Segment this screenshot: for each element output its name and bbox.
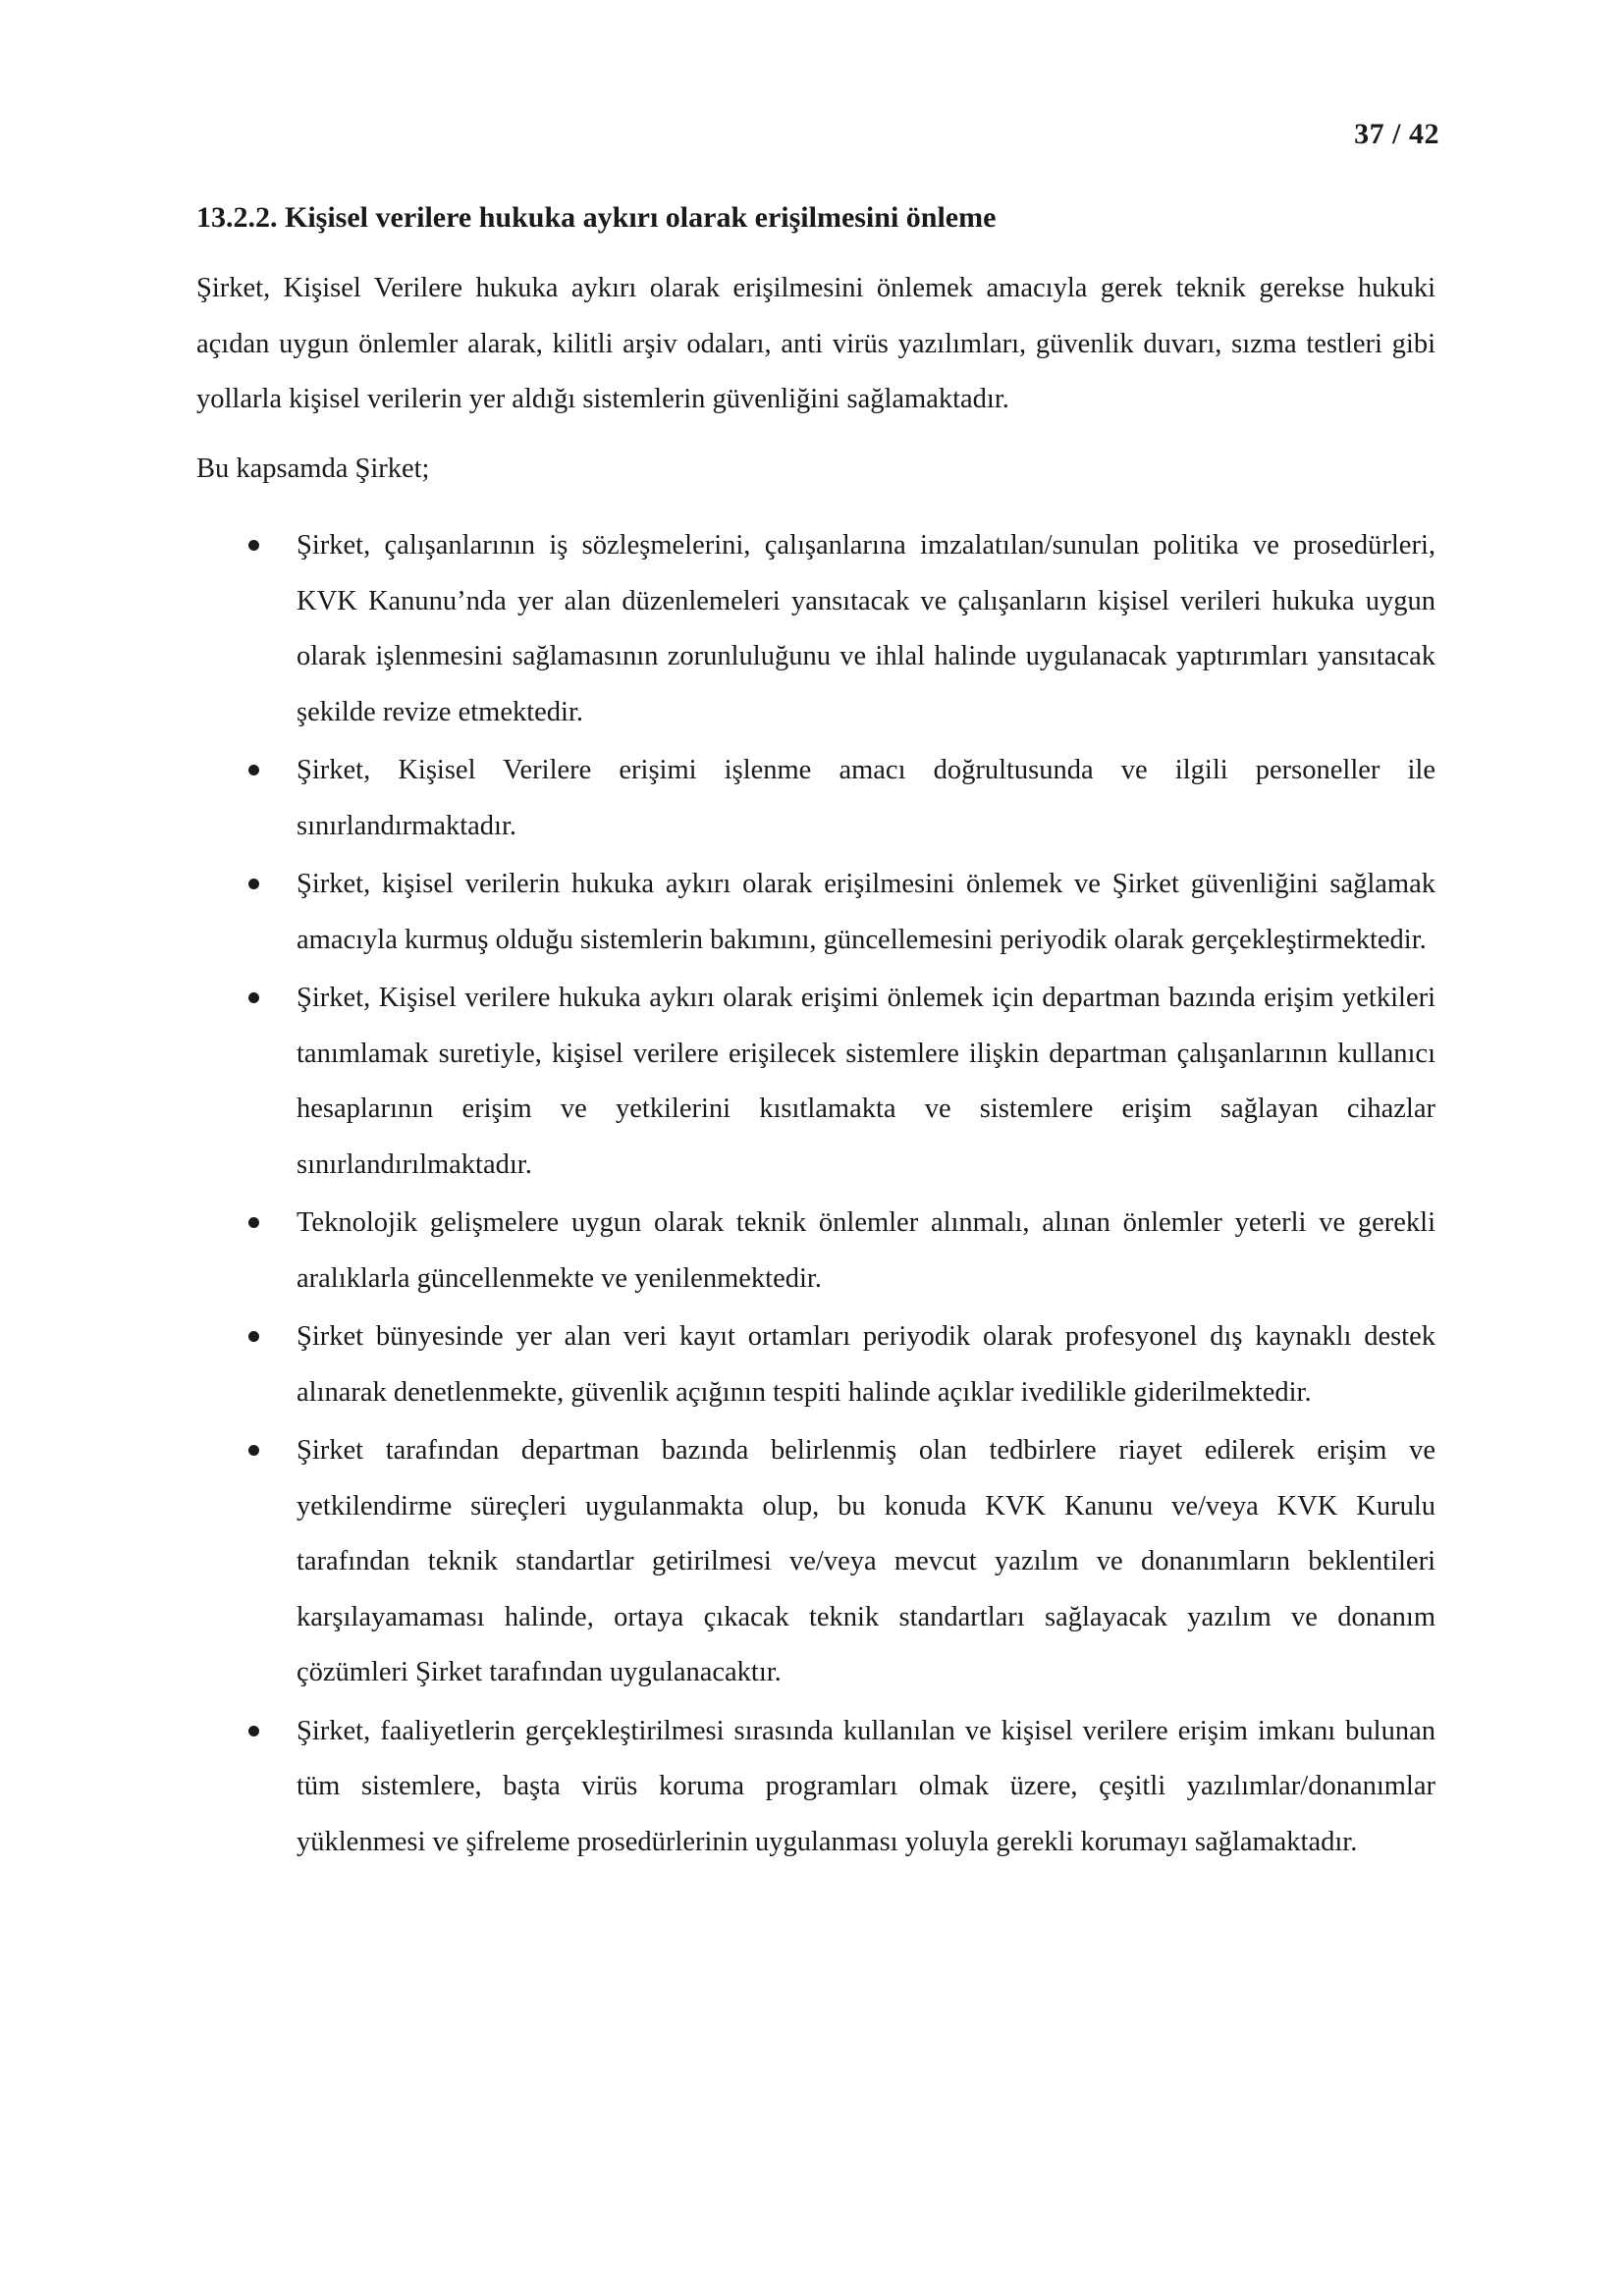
section-paragraph: Şirket, Kişisel Verilere hukuka aykırı olarak erişilmesini önlemek amacıyla gerek teknik gerekse hukuki açıdan uygun önlemler alarak, kilitli arşiv odaları, anti virüs yazılımları, güvenlik duvarı, sızma testleri gibi yollarla kişisel verilerin yer aldığı sistemlerin güvenliğini sağlamaktadır. — [196, 273, 1435, 414]
list-item — [196, 857, 1435, 968]
list-item-text: Şirket, çalışanlarının iş sözleşmelerini, çalışanlarına imzalatılan/sunulan politika ve prosedürleri, KVK Kanunu’nda yer alan düzenlemeleri yansıtacak ve çalışanların kişisel verileri hukuka uygun olarak işlenmesini sağlamasının zorunluluğunu ve ihlal halinde uygulanacak yaptırımları yansıtacak şekilde revize etmektedir. — [297, 530, 1435, 727]
section-heading: 13.2.2. Kişisel verilere hukuka aykırı olarak erişilmesini önleme — [196, 201, 997, 234]
list-item — [196, 1423, 1435, 1701]
bullet-icon — [248, 1217, 259, 1228]
list-intro: Bu kapsamda Şirket; — [196, 453, 430, 484]
list-item-text: Teknolojik gelişmelere uygun olarak teknik önlemler alınmalı, alınan önlemler yeterli ve gerekli aralıklarla güncellenmekte ve yenilenmektedir. — [297, 1207, 1435, 1294]
list-item-text: Şirket, kişisel verilerin hukuka aykırı olarak erişilmesini önlemek ve Şirket güvenliğini sağlamak amacıyla kurmuş olduğu sistemlerin bakımını, güncellemesini periyodik olarak gerçekleştirmektedir. — [297, 869, 1435, 955]
bullet-icon — [248, 992, 259, 1003]
list-item — [196, 1309, 1435, 1420]
list-item-text: Şirket tarafından departman bazında belirlenmiş olan tedbirlere riayet edilerek erişim ve yetkilendirme süreçleri uygulanmakta olup, bu konuda KVK Kanunu ve/veya KVK Kurulu tarafından teknik standartlar getirilmesi ve/veya mevcut yazılım ve donanımların beklentileri karşılayamaması halinde, ortaya çıkacak teknik standartları sağlayacak yazılım ve donanım çözümleri Şirket tarafından uygulanacaktır. — [297, 1435, 1435, 1687]
list-item-text: Şirket, Kişisel verilere hukuka aykırı olarak erişimi önlemek için departman bazında erişim yetkileri tanımlamak suretiyle, kişisel verilere erişilecek sistemlere ilişkin departman çalışanlarının kullanıcı hesaplarının erişim ve yetkilerini kısıtlamakta ve sistemlere erişim sağlayan cihazlar sınırlandırılmaktadır. — [297, 983, 1435, 1180]
list-item — [196, 971, 1435, 1193]
list-item-text: Şirket bünyesinde yer alan veri kayıt ortamları periyodik olarak profesyonel dış kaynaklı destek alınarak denetlenmekte, güvenlik açığının tespiti halinde açıklar ivedilikle giderilmektedir. — [297, 1321, 1435, 1408]
list-item-text: Şirket, Kişisel Verilere erişimi işlenme amacı doğrultusunda ve ilgili personeller ile sınırlandırmaktadır. — [297, 755, 1435, 841]
measures-list — [196, 518, 1435, 1870]
bullet-icon — [248, 765, 259, 775]
bullet-icon — [248, 1726, 259, 1736]
bullet-icon — [248, 540, 259, 551]
page-number: 37 / 42 — [1354, 118, 1439, 150]
list-item — [196, 743, 1435, 854]
list-item-text: Şirket, faaliyetlerin gerçekleştirilmesi sırasında kullanılan ve kişisel verilere erişim imkanı bulunan tüm sistemlere, başta virüs koruma programları olmak üzere, çeşitli yazılımlar/donanımlar yüklenmesi ve şifreleme prosedürlerinin uygulanması yoluyla gerekli korumayı sağlamaktadır. — [297, 1715, 1435, 1857]
bullet-icon — [248, 1445, 259, 1456]
list-item — [196, 1704, 1435, 1871]
document-body — [196, 196, 1435, 1873]
bullet-icon — [248, 879, 259, 889]
list-item — [196, 518, 1435, 740]
list-item — [196, 1196, 1435, 1307]
bullet-icon — [248, 1331, 259, 1342]
